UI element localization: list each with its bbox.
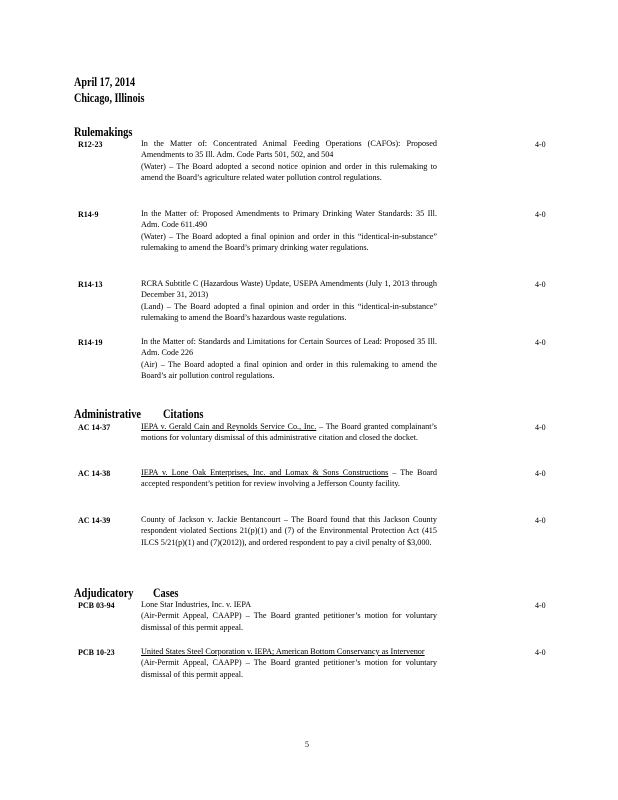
vote-count: 4-0: [535, 338, 546, 347]
entry-title: In the Matter of: Concentrated Animal Feeding Operations (CAFOs): Proposed Amendments to 35 Ill. Adm. Code Parts 501, 502, and 504: [141, 139, 437, 160]
case-id: AC 14-39: [78, 516, 111, 525]
entry-body: [141, 278, 437, 323]
entry-body: [141, 208, 437, 253]
case-id: R12-23: [78, 140, 103, 149]
entry-description: – The Board granted complainant’s motions for voluntary dismissal of this administrative citation and closed the docket.: [141, 422, 437, 443]
entry-body: [141, 467, 437, 490]
case-title: Lone Star Industries, Inc. v. IEPA: [141, 600, 252, 609]
rulemakings-heading: Rulemakings: [74, 124, 133, 139]
vote-count: 4-0: [535, 601, 546, 610]
case-id: PCB 03-94: [78, 601, 115, 610]
entry-description: (Land) – The Board adopted a final opinion and order in this “identical-in-substance” rulemaking to amend the Board’s hazardous waste regulations.: [141, 301, 437, 322]
meeting-date: April 17, 2014: [74, 74, 136, 89]
administrative-heading: Administrative: [74, 406, 142, 421]
case-id: AC 14-37: [78, 423, 111, 432]
entry-title: In the Matter of: Proposed Amendments to Primary Drinking Water Standards: 35 Ill. Adm. Code 611.490: [141, 209, 437, 230]
adjudicatory-heading: Adjudicatory: [74, 585, 134, 600]
entry-body: [141, 514, 437, 548]
entry-body: [141, 646, 437, 680]
vote-count: 4-0: [535, 516, 546, 525]
entry-body: [141, 421, 437, 444]
case-id: PCB 10-23: [78, 648, 115, 657]
entry-body: [141, 599, 437, 633]
entry-title: RCRA Subtitle C (Hazardous Waste) Update, USEPA Amendments (July 1, 2013 through December 31, 2013): [141, 279, 437, 300]
case-id: R14-9: [78, 210, 99, 219]
meeting-location: Chicago, Illinois: [74, 90, 145, 105]
entry-description: (Air-Permit Appeal, CAAPP) – The Board granted petitioner’s motion for voluntary dismissal of this permit appeal.: [141, 611, 437, 632]
entry-title: In the Matter of: Standards and Limitations for Certain Sources of Lead: Proposed 35 Ill. Adm. Code 226: [141, 337, 437, 358]
vote-count: 4-0: [535, 648, 546, 657]
case-title: IEPA v. Lone Oak Enterprises, Inc. and Lomax & Sons Constructions: [141, 468, 389, 477]
entry-description: – The Board accepted respondent’s petition for review involving a Jefferson County facility.: [141, 468, 437, 489]
case-title: IEPA v. Gerald Cain and Reynolds Service Co., Inc.: [141, 422, 317, 431]
page-number: 5: [305, 740, 309, 749]
entry-body: [141, 336, 437, 381]
entry-description: (Air) – The Board adopted a final opinion and order in this rulemaking to amend the Board’s air pollution control regulations.: [141, 359, 437, 380]
vote-count: 4-0: [535, 140, 546, 149]
vote-count: 4-0: [535, 280, 546, 289]
case-id: R14-13: [78, 280, 103, 289]
entry-description: (Water) – The Board adopted a second notice opinion and order in this rulemaking to amend the Board’s agriculture related water pollution control regulations.: [141, 161, 437, 182]
vote-count: 4-0: [535, 210, 546, 219]
citations-heading: Citations: [163, 406, 204, 421]
cases-heading: Cases: [153, 585, 179, 600]
case-title: United States Steel Corporation v. IEPA; American Bottom Conservancy as Intervenor: [141, 647, 425, 656]
vote-count: 4-0: [535, 423, 546, 432]
vote-count: 4-0: [535, 469, 546, 478]
entry-body: [141, 138, 437, 183]
entry-description: County of Jackson v. Jackie Bentancourt – The Board found that this Jackson County respondent violated Sections 21(p)(1) and (7) of the Environmental Protection Act (415 ILCS 5/21(p)(1) and (7)(2012)), and ordered respondent to pay a civil penalty of $3,000.: [141, 515, 437, 547]
entry-description: (Water) – The Board adopted a final opinion and order in this “identical-in-substance” rulemaking to amend the Board’s primary drinking water regulations.: [141, 231, 437, 252]
case-id: AC 14-38: [78, 469, 111, 478]
entry-description: (Air-Permit Appeal, CAAPP) – The Board granted petitioner’s motion for voluntary dismissal of this permit appeal.: [141, 658, 437, 679]
case-id: R14-19: [78, 338, 103, 347]
